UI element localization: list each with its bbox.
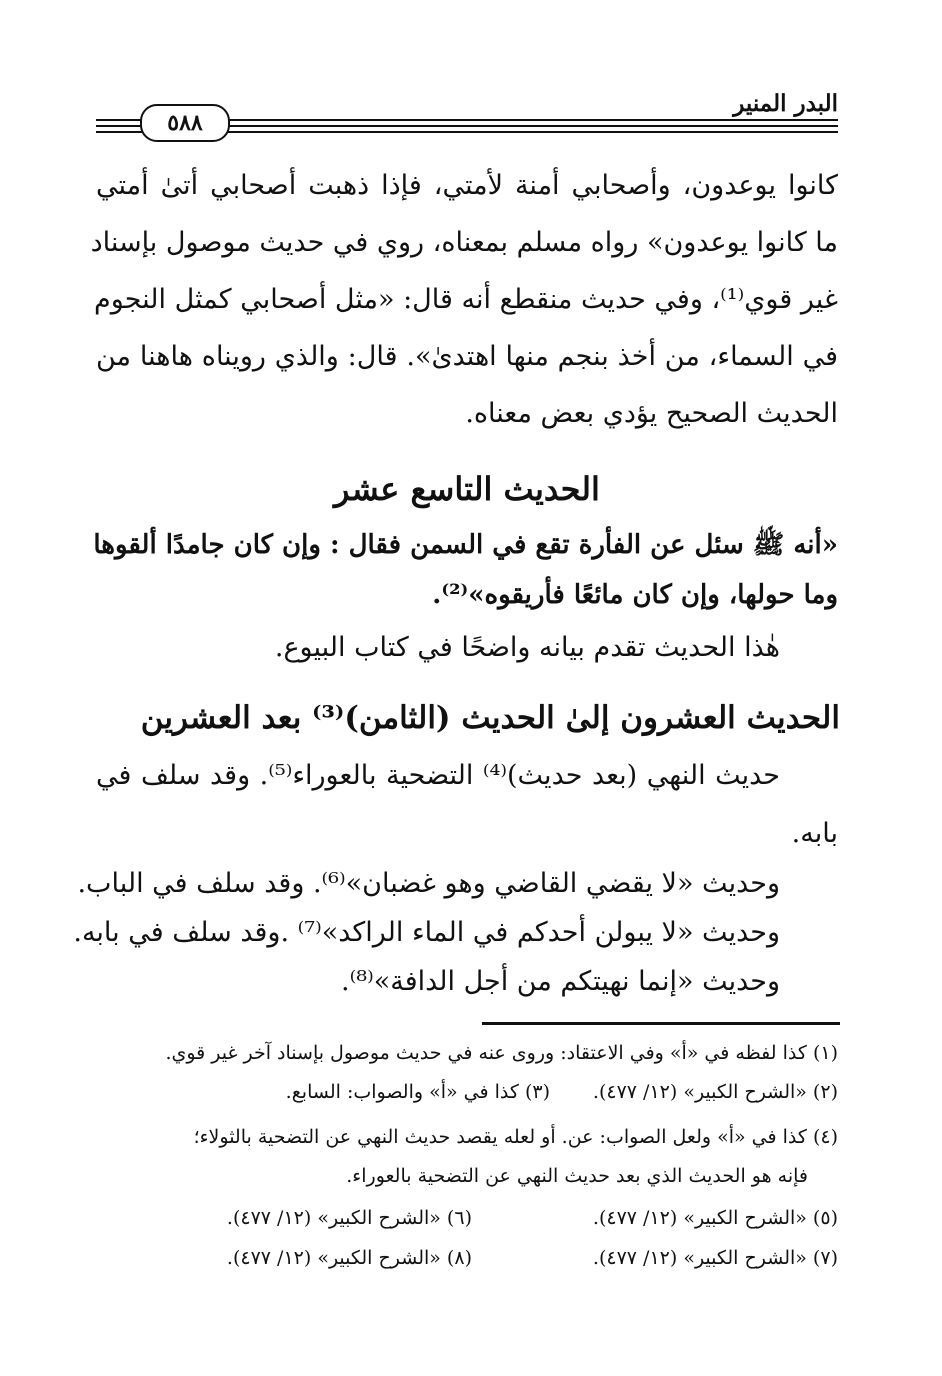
section-19-body [93,528,838,678]
text-line: بابه. [791,818,838,849]
text-line: الحديث الصحيح يؤدي بعض معناه. [465,398,838,429]
page-number: ٥٨٨ [140,104,230,142]
page-header [96,88,838,150]
text-line: هٰذا الحديث تقدم بيانه واضحًا في كتاب البيوع. [274,632,780,663]
section-heading-20: الحديث العشرون إلىٰ الحديث (الثامن)⁽³⁾ بعد العشرين [140,700,840,736]
paragraph-1 [90,170,838,470]
footnote-3: (٣) كذا في «أ» والصواب: السابع. [285,1081,550,1103]
text-line: وحديث «لا يبولن أحدكم في الماء الراكد»⁽⁷⁾ .وقد سلف في بابه. [73,917,780,948]
footnote-2: (٢) «الشرح الكبير» (١٢/ ٤٧٧). [592,1081,838,1103]
footnote-4: (٤) كذا في «أ» ولعل الصواب: عن. أو لعله يقصد حديث النهي عن التضحية بالثولاء؛ [193,1126,838,1148]
hadith-text: «أنه ﷺ سئل عن الفأرة تقع في السمن فقال : وإن كان جامدًا ألقوها [93,530,838,560]
text-line: غير قوي⁽¹⁾، وفي حديث منقطع أنه قال: «مثل أصحابي كمثل النجوم [94,284,838,315]
footnote-separator [482,1022,840,1025]
text-line: ما كانوا يوعدون» رواه مسلم بمعناه، روي في حديث موصول بإسناد [90,227,838,258]
footnote-6: (٦) «الشرح الكبير» (١٢/ ٤٧٧). [226,1207,472,1229]
footnote-8: (٨) «الشرح الكبير» (١٢/ ٤٧٧). [226,1247,472,1269]
running-title: البدر المنير [733,90,838,117]
text-line: في السماء، من أخذ بنجم منها اهتدىٰ». قال: والذي رويناه هاهنا من [96,341,838,372]
text-line: وحديث «لا يقضي القاضي وهو غضبان»⁽⁶⁾. وقد سلف في الباب. [77,868,780,899]
section-heading-19: الحديث التاسع عشر [334,470,600,508]
text-line: كانوا يوعدون، وأصحابي أمنة لأمتي، فإذا ذهبت أصحابي أتىٰ أمتي [96,170,838,201]
footnote-4-continued: فإنه هو الحديث الذي بعد حديث النهي عن التضحية بالعوراء. [346,1165,808,1187]
footnote-1: (١) كذا لفظه في «أ» وفي الاعتقاد: وروى عنه في حديث موصول بإسناد آخر غير قوي. [165,1042,838,1064]
section-20-body [73,760,838,1010]
text-line: حديث النهي (بعد حديث)⁽⁴⁾ التضحية بالعوراء⁽⁵⁾. وقد سلف في [96,760,780,791]
footnote-7: (٧) «الشرح الكبير» (١٢/ ٤٧٧). [592,1247,838,1269]
text-line: وحديث «إنما نهيتكم من أجل الدافة»⁽⁸⁾. [341,966,780,997]
hadith-text: وما حولها، وإن كان مائعًا فأريقوه»⁽²⁾. [432,580,838,610]
footnote-5: (٥) «الشرح الكبير» (١٢/ ٤٧٧). [592,1207,838,1229]
